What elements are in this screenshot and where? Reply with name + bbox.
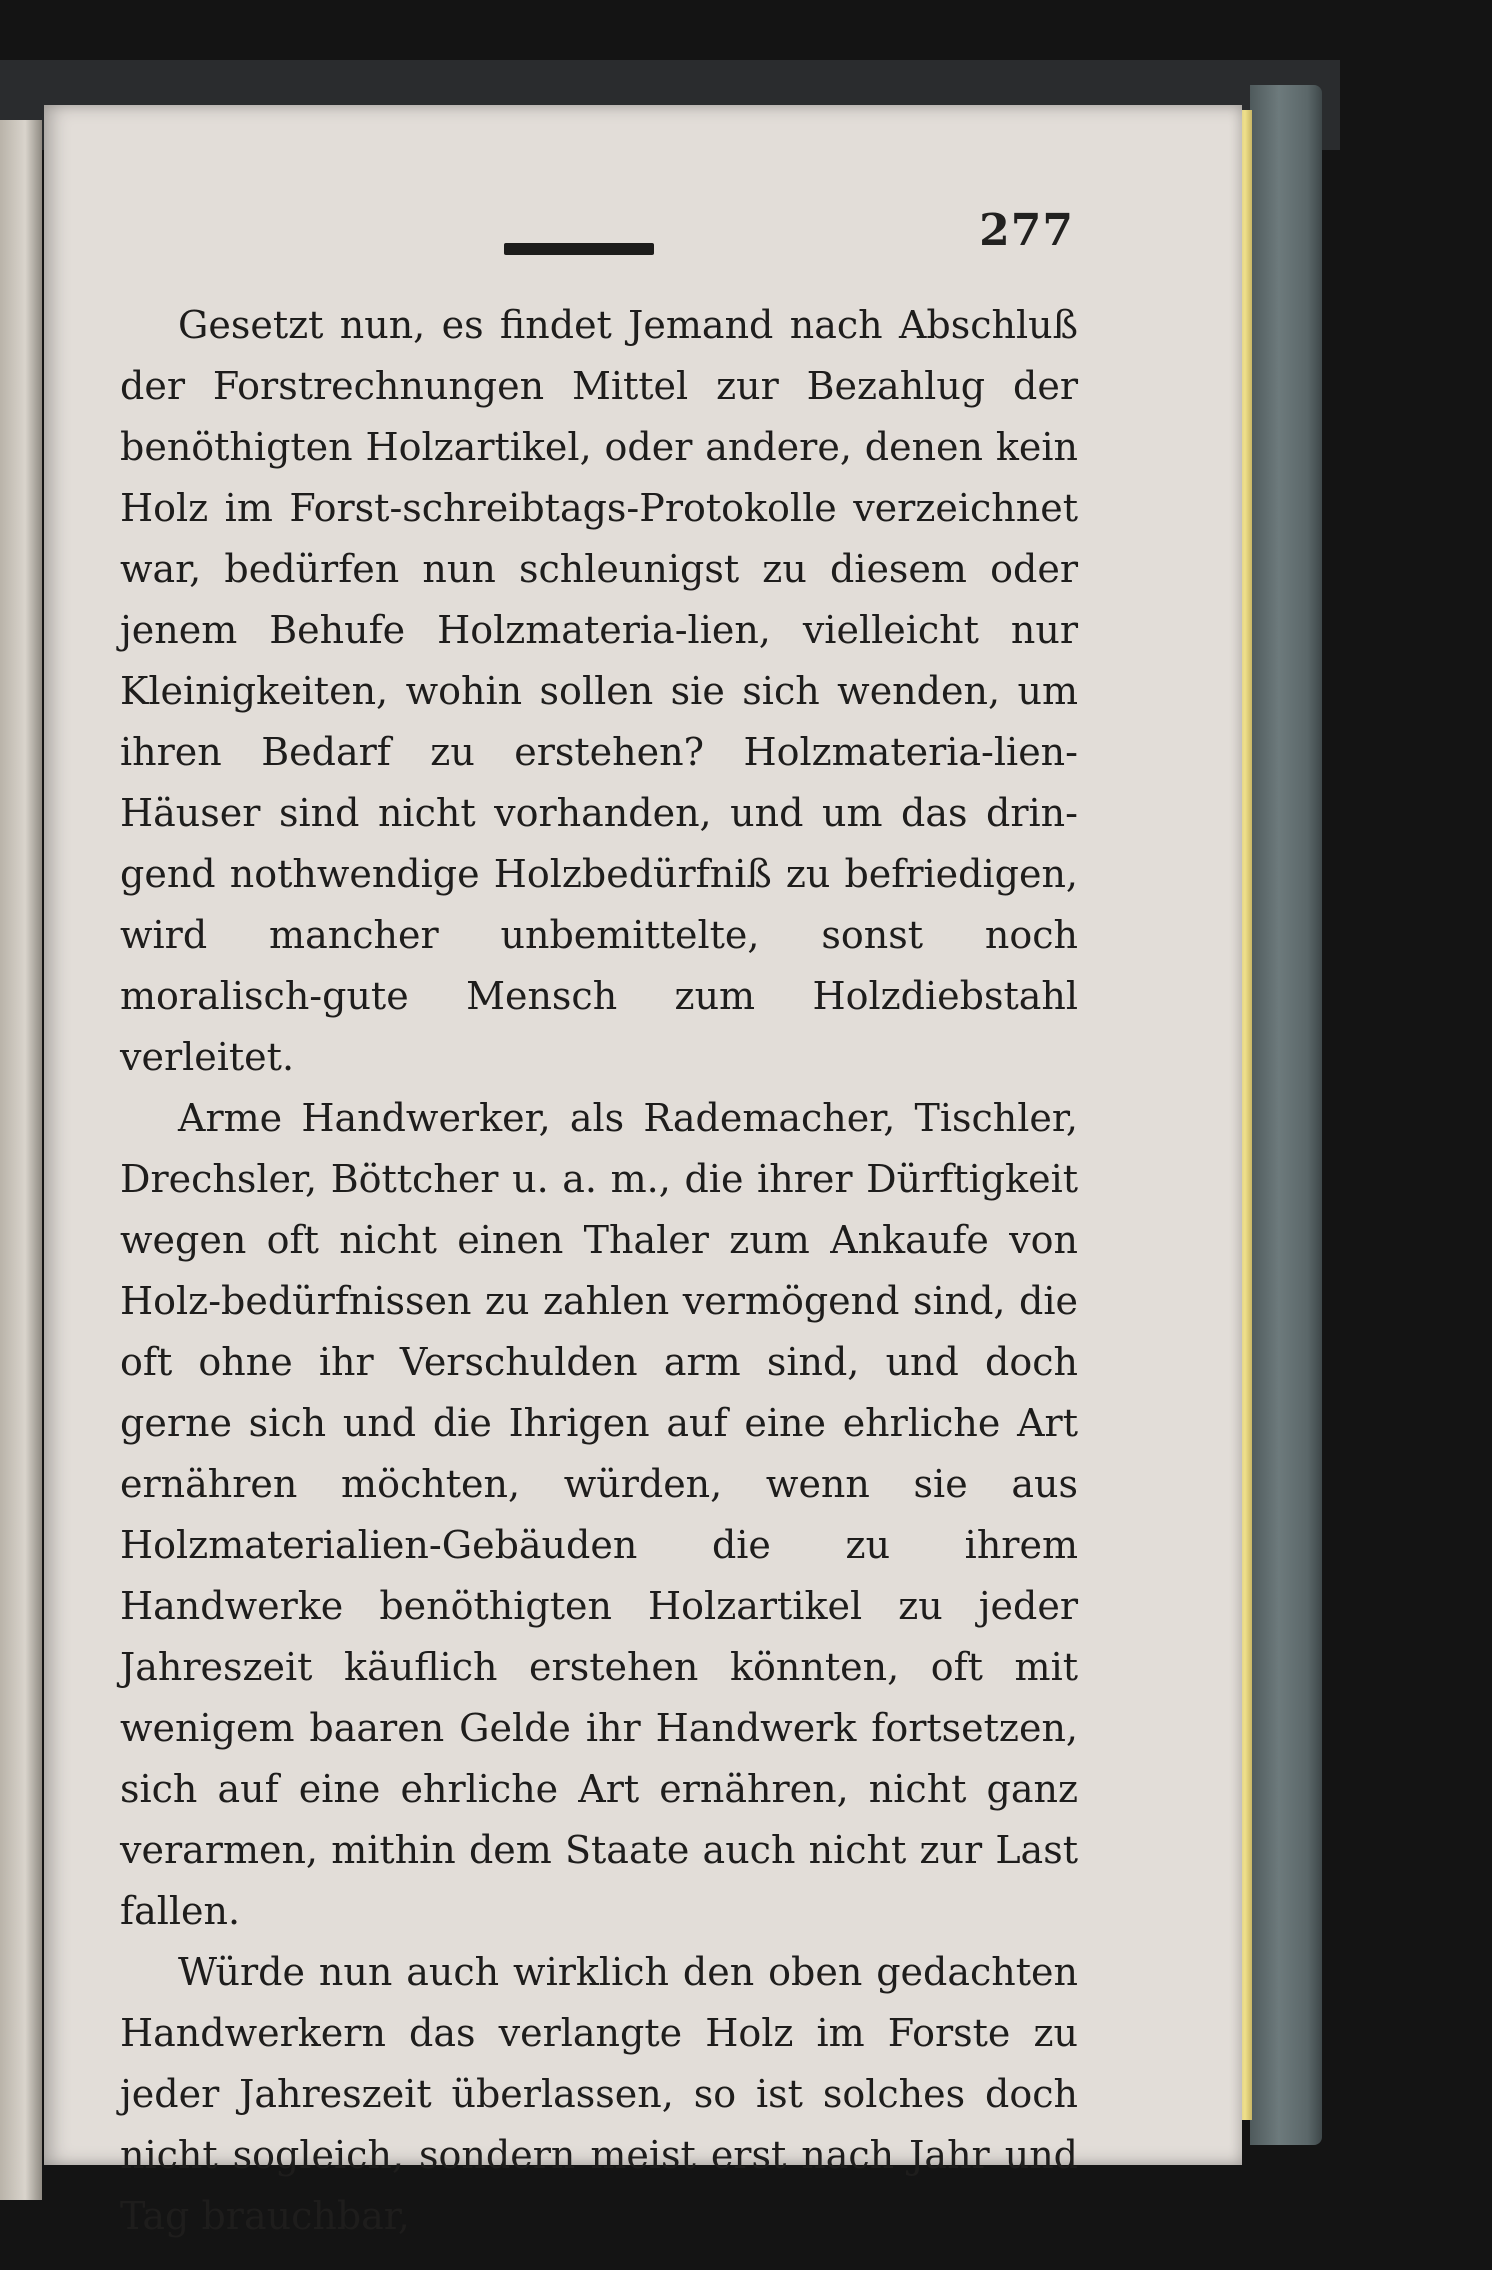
paragraph-1: Gesetzt nun, es findet Jemand nach Abschluß der Forstrechnungen Mittel zur Bezahlug der benöthigten Holzartikel, oder andere, denen kein Holz im Forst-schreibtags-Protokolle verzeichnet war, bedürfen nun schleunigst zu diesem oder jenem Behufe Holzmateria-lien, vielleicht nur Kleinigkeiten, wohin sollen sie sich wenden, um ihren Bedarf zu erstehen? Holzmateria-lien-Häuser sind nicht vorhanden, und um das drin-gend nothwendige Holzbedürfniß zu befriedigen, wird mancher unbemittelte, sonst noch moralisch-gute Mensch zum Holzdiebstahl verleitet. <box>120 303 1078 1079</box>
book-page <box>44 105 1242 2238</box>
left-page-edge <box>0 120 42 2200</box>
header-rule <box>504 243 654 255</box>
page-number: 277 <box>979 205 1074 256</box>
book-board-right <box>1250 85 1322 2145</box>
paragraph-3: Würde nun auch wirklich den oben gedachten Handwerkern das verlangte Holz im Forste zu jeder Jahreszeit überlassen, so ist solches doch nicht sogleich, sondern meist erst nach Jahr und Tag brauchbar, <box>120 1950 1078 2238</box>
paragraph-2: Arme Handwerker, als Rademacher, Tischler, Drechsler, Böttcher u. a. m., die ihrer Dürftigkeit wegen oft nicht einen Thaler zum Ankaufe von Holz-bedürfnissen zu zahlen vermögend sind, die oft ohne ihr Verschulden arm sind, und doch gerne sich und die Ihrigen auf eine ehrliche Art ernähren möchten, würden, wenn sie aus Holzmaterialien-Gebäuden die zu ihrem Handwerke benöthigten Holzartikel zu jeder Jahreszeit käuflich erstehen könnten, oft mit wenigem baaren Gelde ihr Handwerk fortsetzen, sich auf eine ehrliche Art ernähren, nicht ganz verarmen, mithin dem Staate auch nicht zur Last fallen. <box>120 1096 1078 1933</box>
page-body <box>120 295 1078 2247</box>
